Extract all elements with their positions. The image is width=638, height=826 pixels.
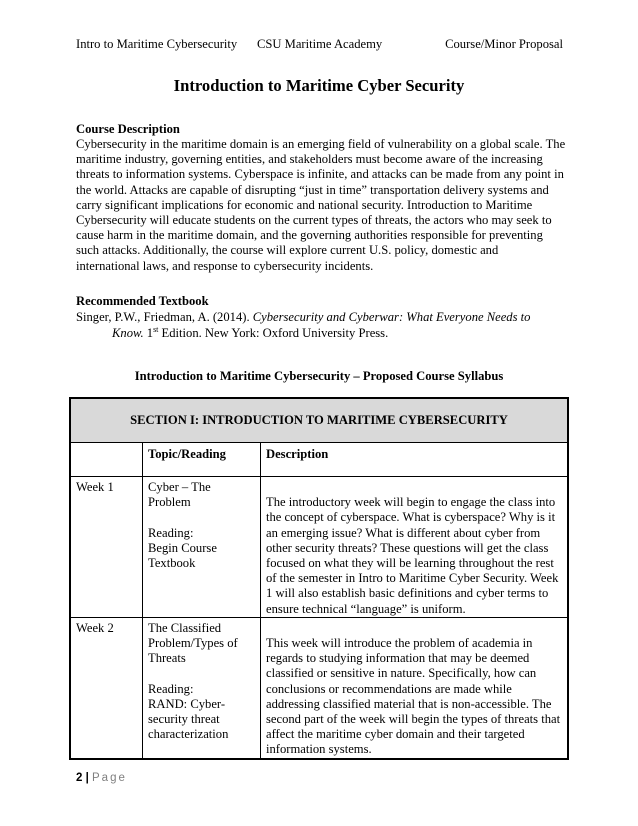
description-line: other security threats? These questions will get the class: [266, 540, 549, 555]
description-line: information systems.: [266, 742, 372, 757]
description-line: Cybersecurity in the maritime domain is an emerging field of vulnerability on a global scale. The: [76, 137, 566, 151]
topic-cell: [143, 477, 261, 618]
textbook-citation-line-1: [76, 310, 530, 325]
table-header-row: [70, 443, 568, 477]
header-description-cell: Description: [261, 443, 569, 477]
description-line: an emerging issue? What is different about cyber from: [266, 525, 541, 540]
description-line: addressing classified material that is non-accessible. The: [266, 696, 552, 711]
syllabus-table: [69, 397, 569, 760]
topic-line: The Classified: [148, 620, 222, 635]
description-line: second part of the week will begin the types of threats that: [266, 712, 561, 727]
table-row: [70, 477, 568, 618]
textbook-heading: Recommended Textbook: [76, 294, 209, 308]
description-line: focused on what they will be learning throughout the rest: [266, 556, 554, 570]
header-institution: CSU Maritime Academy: [257, 37, 383, 51]
header-document-type: Course/Minor Proposal: [445, 37, 563, 51]
citation-title: Cybersecurity and Cyberwar: What Everyone Needs to: [252, 310, 531, 324]
topic-line: Threats: [148, 651, 186, 666]
page-header: [76, 37, 563, 55]
section-title-row: [70, 398, 568, 443]
citation-title-end: Know.: [112, 326, 144, 340]
reading-line: Reading:: [148, 681, 194, 696]
topic-line: Problem: [148, 495, 191, 510]
week-cell: Week 1: [70, 477, 143, 618]
description-line: regards to studying information that may be deemed: [266, 651, 530, 666]
description-line: carry significant implications for economic and national security. Introduction to Maritime: [76, 197, 533, 212]
citation-publisher: Edition. New York: Oxford University Press.: [158, 326, 389, 340]
description-line: threats to information systems. Cyberspace is infinite, and attacks can be made from any point in: [76, 167, 564, 182]
table-row: [70, 617, 568, 758]
course-description-body: [76, 137, 566, 274]
description-line: affect the maritime cyber domain and their targeted: [266, 727, 525, 742]
section-title: SECTION I: INTRODUCTION TO MARITIME CYBERSECURITY: [70, 398, 568, 443]
reading-line: characterization: [148, 727, 229, 742]
description-line: maritime industry, governing entities, and stakeholders must become aware of the increasing: [76, 152, 543, 167]
document-title: Introduction to Maritime Cyber Security: [173, 76, 465, 95]
citation-authors: Singer, P.W., Friedman, A. (2014).: [76, 310, 253, 324]
description-line: classified or sensitive in nature. Specifically, how can: [266, 666, 537, 681]
description-line: international laws, and response to cybersecurity incidents.: [76, 258, 374, 273]
description-line: conclusions or recommendations are made while: [266, 681, 512, 696]
topic-cell: [143, 617, 261, 758]
header-week-cell: [70, 443, 143, 477]
description-line: This week will introduce the problem of academia in: [266, 636, 533, 650]
page-footer: [76, 772, 127, 784]
header-topic-cell: Topic/Reading: [143, 443, 261, 477]
syllabus-title: Introduction to Maritime Cybersecurity – Proposed Course Syllabus: [134, 369, 504, 383]
reading-line: Begin Course: [148, 540, 217, 555]
reading-line: Reading:: [148, 525, 194, 540]
reading-line: RAND: Cyber-: [148, 696, 226, 711]
reading-line: Textbook: [148, 556, 196, 570]
description-line: such attacks. Additionally, the course will explore current U.S. policy, domestic and: [76, 243, 499, 258]
description-line: Cybersecurity will educate students on the current types of threats, the actors who may seek to: [76, 213, 552, 228]
description-line: cause harm in the maritime domain, and the governing authorities responsible for preventing: [76, 228, 543, 243]
description-cell: [261, 477, 569, 618]
description-line: of the semester in Intro to Maritime Cyber Security. Week: [266, 571, 559, 586]
citation-edition-suffix: st: [153, 324, 159, 334]
description-cell: [261, 617, 569, 758]
course-description-heading: Course Description: [76, 122, 180, 136]
page-label: Page: [92, 772, 127, 784]
description-line: ensure technical “language” is uniform.: [266, 601, 466, 616]
description-line: the world. Attacks are capable of disrupting “just in time” transportation delivery systems and: [76, 182, 549, 197]
header-course-name: Intro to Maritime Cybersecurity: [76, 37, 238, 51]
textbook-citation-line-2: [112, 326, 388, 341]
description-line: the concept of cyberspace. What is cyberspace? Why is it: [266, 510, 556, 525]
page-separator: |: [82, 772, 93, 784]
topic-line: Cyber – The: [148, 480, 211, 494]
week-cell: Week 2: [70, 617, 143, 758]
description-line: The introductory week will begin to engage the class into: [266, 495, 556, 510]
reading-line: security threat: [148, 712, 220, 727]
citation-edition-number: 1: [143, 326, 154, 340]
page-number: 2: [76, 772, 83, 784]
description-line: 1 will also establish basic definitions and cyber terms to: [266, 586, 549, 601]
topic-line: Problem/Types of: [148, 636, 238, 651]
